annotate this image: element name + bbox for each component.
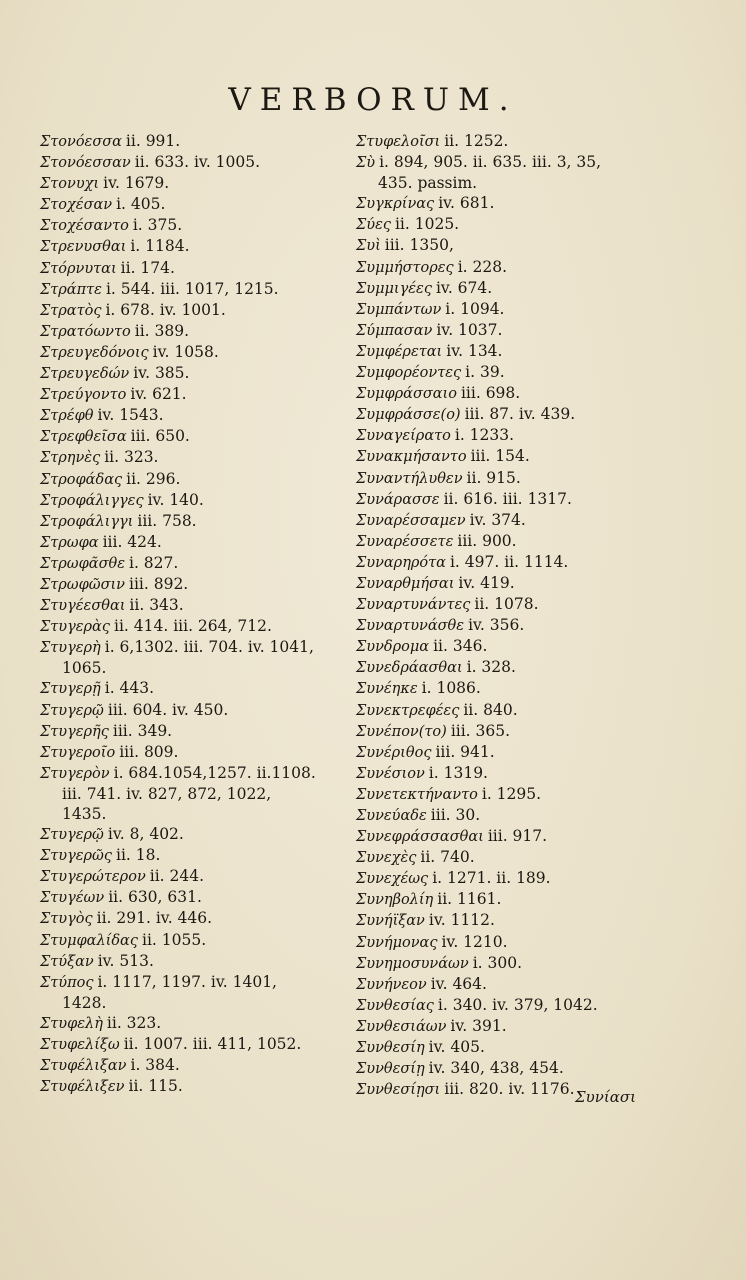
references: ii. 346. <box>433 637 488 656</box>
headword: Στυφελοῖσι <box>356 134 441 150</box>
references: ii. 633. iv. 1005. <box>134 153 261 172</box>
index-entry <box>356 552 708 573</box>
headword: Συνέπον(το) <box>356 723 447 740</box>
references: ii. 323. <box>104 448 159 467</box>
references-continuation: iii. 741. iv. 827, 872, 1022, <box>62 784 272 803</box>
page-header: VERBORUM. <box>228 82 518 118</box>
references: iii. 758. <box>137 511 197 530</box>
headword: Στυγὸς <box>40 911 93 928</box>
index-entry <box>40 721 350 742</box>
references: iv. 8, 402. <box>107 825 184 844</box>
index-entry <box>40 972 350 993</box>
references-continuation: 1435. <box>62 805 107 823</box>
references: i. 328. <box>466 658 516 677</box>
headword: Συναρτυνάσθε <box>356 618 465 635</box>
index-entry <box>356 889 708 910</box>
references: ii. 174. <box>120 258 175 277</box>
index-entry <box>356 657 708 678</box>
index-entry <box>40 553 350 574</box>
headword: Συμφορέοντες <box>356 365 462 382</box>
headword: Συνακμήσαντο <box>356 449 467 466</box>
headword: Συνθεσίῃ <box>356 1061 425 1078</box>
headword: Στρωφῶσιν <box>40 576 125 593</box>
references: i. 405. <box>116 195 166 214</box>
references: ii. 291. iv. 446. <box>96 909 213 928</box>
index-entry <box>40 236 350 257</box>
index-entry <box>40 595 350 616</box>
index-entry <box>356 510 708 531</box>
references: i. 375. <box>132 216 183 235</box>
references: ii. 414. iii. 264, 712. <box>113 617 272 636</box>
index-entry <box>40 279 350 300</box>
references: ii. 115. <box>128 1077 183 1096</box>
index-entry <box>40 700 350 721</box>
index-entry <box>356 678 708 699</box>
headword: Συνθεσίῃσι <box>356 1082 441 1099</box>
references: ii. 630, 631. <box>108 888 202 907</box>
headword: Στυγερὸν <box>40 765 110 782</box>
headword: Συναρέσσαμεν <box>356 512 466 529</box>
headword: Συνεύαδε <box>356 808 427 824</box>
references: i. 1319. <box>428 763 488 782</box>
index-column-left <box>40 131 350 1097</box>
headword: Συνάρασσε <box>356 491 440 508</box>
index-entry <box>40 447 350 468</box>
headword: Συναρηρότα <box>356 554 446 571</box>
references: i. 228. <box>457 257 508 276</box>
references: iv. 1679. <box>103 174 170 193</box>
index-entry <box>40 469 350 490</box>
headword: Στροφάδας <box>40 471 123 488</box>
index-entry <box>356 404 708 425</box>
headword: Στονόεσσαν <box>40 155 131 172</box>
references: ii. 616. iii. 1317. <box>443 489 572 508</box>
index-entry <box>40 637 350 658</box>
headword: Στρωφᾶσθε <box>40 555 125 572</box>
index-entry <box>356 531 708 552</box>
headword: Στύπος <box>40 974 94 991</box>
headword: Στυγερῷ <box>40 702 104 719</box>
index-entry <box>356 868 708 889</box>
references: iii. 809. <box>119 742 179 761</box>
headword: Στυφελὴ <box>40 1015 103 1032</box>
headword: Συνθεσίη <box>356 1040 425 1057</box>
references: iv. 674. <box>435 278 493 297</box>
index-entry <box>356 341 708 362</box>
index-entry <box>356 362 708 383</box>
references: i. 497. ii. 1114. <box>449 552 569 571</box>
headword: Συνεχέως <box>356 871 429 888</box>
references: iv. 464. <box>430 974 487 993</box>
headword: Στυφελίξω <box>40 1037 120 1054</box>
index-entry <box>356 573 708 594</box>
headword: Στρεύγοντο <box>40 387 127 404</box>
headword: Συμφράσσε(ο) <box>356 407 461 424</box>
index-entry <box>40 824 350 845</box>
references: iv. 140. <box>147 490 204 509</box>
index-entry <box>40 678 350 699</box>
index-entry <box>356 932 708 953</box>
headword: Στυγερῷ <box>40 827 104 844</box>
index-entry <box>356 214 708 235</box>
references: iii. 698. <box>460 384 521 403</box>
headword: Συμφέρεται <box>356 343 443 360</box>
references: ii. 323. <box>106 1013 162 1032</box>
references: ii. 840. <box>463 700 518 719</box>
headword: Στυμφαλίδας <box>40 932 138 949</box>
references: iii. 820. iv. 1176. <box>444 1080 575 1099</box>
references: iii. 604. iv. 450. <box>107 700 229 719</box>
index-entry <box>356 742 708 763</box>
headword: Συγκρίνας <box>356 196 435 213</box>
references-continuation: 1065. <box>62 659 107 678</box>
headword: Συνημοσυνάων <box>356 955 469 972</box>
references: ii. 1252. <box>444 132 509 150</box>
references: i. 384. <box>130 1056 180 1075</box>
index-entry <box>40 173 350 194</box>
references: iv. 391. <box>450 1016 507 1035</box>
headword: Σύες <box>356 217 391 234</box>
index-entry <box>40 1055 350 1076</box>
references-continuation: 1428. <box>62 993 107 1012</box>
references: ii. 1007. iii. 411, 1052. <box>123 1035 302 1054</box>
references: i. 1233. <box>454 426 515 445</box>
headword: Συνέσιον <box>356 765 425 782</box>
index-entry <box>40 1013 350 1034</box>
references: i. 684.1054,1257. ii.1108. <box>113 763 316 782</box>
references: iv. 513. <box>97 951 154 970</box>
references: i. 678. iv. 1001. <box>105 300 226 319</box>
index-column-right <box>356 131 708 1100</box>
references: i. 1184. <box>130 237 190 256</box>
index-entry <box>40 951 350 972</box>
references: iii. 941. <box>435 742 495 761</box>
references: iii. 349. <box>112 721 173 740</box>
references: ii. 915. <box>466 468 521 487</box>
headword: Στόρνυται <box>40 260 117 277</box>
references: ii. 1025. <box>394 215 460 234</box>
headword: Σύμπασαν <box>356 322 433 339</box>
references: iv. 1543. <box>97 406 164 425</box>
headword: Συνέριθος <box>356 744 432 761</box>
index-entry <box>356 299 708 320</box>
headword: Συνεχὲς <box>356 850 417 867</box>
headword: Συνέηκε <box>356 681 418 698</box>
headword: Συνετεκτήναντο <box>356 786 478 803</box>
headword: Στυγερῶς <box>40 848 113 865</box>
index-entry <box>40 152 350 173</box>
headword: Στρέφθ <box>40 408 94 425</box>
headword: Συνδρομα <box>356 639 430 656</box>
references: iv. 374. <box>469 510 526 529</box>
index-entry <box>356 425 708 446</box>
headword: Στρωφα <box>40 534 99 551</box>
index-entry <box>356 446 708 467</box>
headword: Συνήϊξαν <box>356 913 425 930</box>
headword: Συνεφράσσασθαι <box>356 829 484 846</box>
references: iii. 30. <box>430 806 481 824</box>
headword: Στυγεροῖο <box>40 744 116 761</box>
index-entry <box>40 532 350 553</box>
headword: Στυγερὰς <box>40 619 110 636</box>
index-entry <box>356 805 708 826</box>
headword: Συνεδράασθαι <box>356 660 463 677</box>
index-entry <box>356 235 708 256</box>
references: iii. 365. <box>450 721 511 740</box>
index-entry <box>40 194 350 215</box>
headword: Στυγέων <box>40 890 105 907</box>
headword: Στρατὸς <box>40 302 102 319</box>
references: iii. 650. <box>130 427 190 446</box>
index-entry <box>356 1016 708 1037</box>
references: i. 300. <box>472 953 523 972</box>
headword: Συναρέσσετε <box>356 533 454 550</box>
index-entry <box>40 342 350 363</box>
catchword: Συνίασι <box>575 1088 636 1106</box>
index-entry <box>40 131 350 152</box>
index-entry <box>356 721 708 742</box>
headword: Συνεκτρεφέες <box>356 702 460 719</box>
headword: Στονυχι <box>40 176 100 193</box>
index-entry <box>40 866 350 887</box>
references: ii. 1055. <box>141 930 207 949</box>
headword: Σὺ <box>356 155 376 172</box>
references: i. 1117, 1197. iv. 1401, <box>97 972 277 991</box>
headword: Συνήνεον <box>356 976 427 993</box>
headword: Συμμήστορες <box>356 259 454 276</box>
references: ii. 18. <box>116 846 161 865</box>
headword: Στρευγεδών <box>40 366 130 383</box>
references: iv. 1112. <box>428 911 495 930</box>
index-entry <box>356 953 708 974</box>
references: iv. 340, 438, 454. <box>428 1059 564 1078</box>
index-entry <box>356 1037 708 1058</box>
index-entry <box>40 300 350 321</box>
index-entry <box>40 930 350 951</box>
headword: Στυγέεσθαι <box>40 598 126 615</box>
index-entry <box>356 910 708 931</box>
headword: Συνηβολίη <box>356 892 434 909</box>
headword: Στροφάλιγγες <box>40 492 144 509</box>
index-entry <box>356 1079 708 1100</box>
index-entry <box>40 1034 350 1055</box>
index-entry <box>40 908 350 929</box>
references: iv. 385. <box>133 364 190 383</box>
references: iii. 154. <box>470 447 530 466</box>
references: iii. 87. iv. 439. <box>464 405 576 424</box>
references: iii. 892. <box>129 574 189 593</box>
references: ii. 343. <box>129 596 184 615</box>
index-entry <box>356 1058 708 1079</box>
references: ii. 1078. <box>474 595 539 614</box>
headword: Συμπάντων <box>356 301 442 318</box>
references: iv. 134. <box>446 341 503 360</box>
index-entry <box>40 511 350 532</box>
references: iii. 900. <box>457 531 517 550</box>
references: iv. 621. <box>130 385 187 404</box>
index-entry <box>356 152 708 173</box>
headword: Συνήμονας <box>356 934 438 951</box>
index-entry <box>356 468 708 489</box>
references: i. 340. iv. 379, 1042. <box>437 995 598 1014</box>
index-entry <box>40 321 350 342</box>
headword: Συναρθμήσαι <box>356 575 455 592</box>
headword: Στράπτε <box>40 281 102 298</box>
index-entry <box>356 320 708 341</box>
index-entry <box>40 742 350 763</box>
index-entry <box>356 700 708 721</box>
references: i. 6,1302. iii. 704. iv. 1041, <box>104 638 314 657</box>
references: iii. 424. <box>102 532 162 551</box>
index-entry <box>356 615 708 636</box>
index-entry <box>40 215 350 236</box>
index-entry <box>40 405 350 426</box>
references: iv. 1058. <box>152 342 219 361</box>
headword: Συνθεσίας <box>356 997 434 1014</box>
references: i. 827. <box>128 553 179 572</box>
headword: Συναγείρατο <box>356 428 451 445</box>
headword: Στυγερὴ <box>40 640 101 657</box>
references: i. 443. <box>104 679 155 698</box>
headword: Συμμιγέες <box>356 280 432 297</box>
references: ii. 389. <box>134 321 190 340</box>
index-entry <box>40 258 350 279</box>
index-entry <box>356 594 708 615</box>
headword: Στυγερῇ <box>40 681 101 698</box>
index-entry <box>40 363 350 384</box>
headword: Συμφράσσαιο <box>356 386 457 403</box>
index-entry <box>40 845 350 866</box>
headword: Στυφέλιξεν <box>40 1079 125 1096</box>
index-entry <box>356 131 708 152</box>
index-entry <box>40 426 350 447</box>
index-entry <box>40 574 350 595</box>
headword: Στρευγεδόνοις <box>40 344 149 361</box>
references: i. 1295. <box>481 784 542 803</box>
headword: Στρηνὲς <box>40 450 101 467</box>
references: ii. 1161. <box>437 890 502 909</box>
index-entry <box>356 193 708 214</box>
index-entry <box>356 763 708 784</box>
references: iii. 917. <box>487 827 548 846</box>
references: i. 1094. <box>445 299 505 318</box>
references: ii. 991. <box>125 132 181 150</box>
index-entry <box>40 384 350 405</box>
index-entry <box>356 636 708 657</box>
headword: Στρατόωντο <box>40 323 131 340</box>
headword: Στυφέλιξαν <box>40 1058 127 1075</box>
references: iii. 1350, <box>384 236 454 255</box>
index-entry <box>356 847 708 868</box>
references: i. 1086. <box>421 679 481 698</box>
index-entry <box>356 383 708 404</box>
index-entry <box>40 490 350 511</box>
headword: Στυγερώτερον <box>40 869 146 886</box>
headword: Στυγερῆς <box>40 723 109 740</box>
references: i. 894, 905. ii. 635. iii. 3, 35, <box>379 153 602 172</box>
headword: Συνθεσιάων <box>356 1018 447 1035</box>
index-entry <box>356 278 708 299</box>
references: i. 39. <box>465 363 505 382</box>
headword: Στύξαν <box>40 953 94 970</box>
headword: Στονόεσσα <box>40 134 122 150</box>
references: ii. 296. <box>126 469 181 488</box>
headword: Στοχέσαντο <box>40 218 129 235</box>
references: iv. 405. <box>428 1038 485 1057</box>
index-entry <box>40 763 350 784</box>
index-entry <box>356 974 708 995</box>
index-entry <box>40 616 350 637</box>
index-entry <box>356 826 708 847</box>
index-entry <box>40 1076 350 1097</box>
references: iv. 681. <box>438 194 495 213</box>
index-entry <box>356 489 708 510</box>
headword: Συὶ <box>356 238 381 255</box>
headword: Στοχέσαν <box>40 197 113 214</box>
references-continuation: 435. passim. <box>378 174 478 193</box>
index-entry <box>40 887 350 908</box>
headword: Στρεφθεῖσα <box>40 429 127 446</box>
references: iv. 1210. <box>441 932 508 951</box>
headword: Συναρτυνάντες <box>356 597 471 614</box>
references: iv. 1037. <box>436 320 503 339</box>
index-entry <box>356 784 708 805</box>
references: iv. 356. <box>468 616 525 635</box>
headword: Στρενυσθαι <box>40 239 127 256</box>
headword: Στροφάλιγγι <box>40 513 134 530</box>
index-entry <box>356 257 708 278</box>
references: iv. 419. <box>458 573 515 592</box>
headword: Συναντήλυθεν <box>356 470 463 487</box>
references: i. 544. iii. 1017, 1215. <box>105 279 279 298</box>
references: i. 1271. ii. 189. <box>432 869 551 888</box>
references: ii. 740. <box>420 848 475 867</box>
references: ii. 244. <box>149 867 205 886</box>
index-entry <box>356 995 708 1016</box>
